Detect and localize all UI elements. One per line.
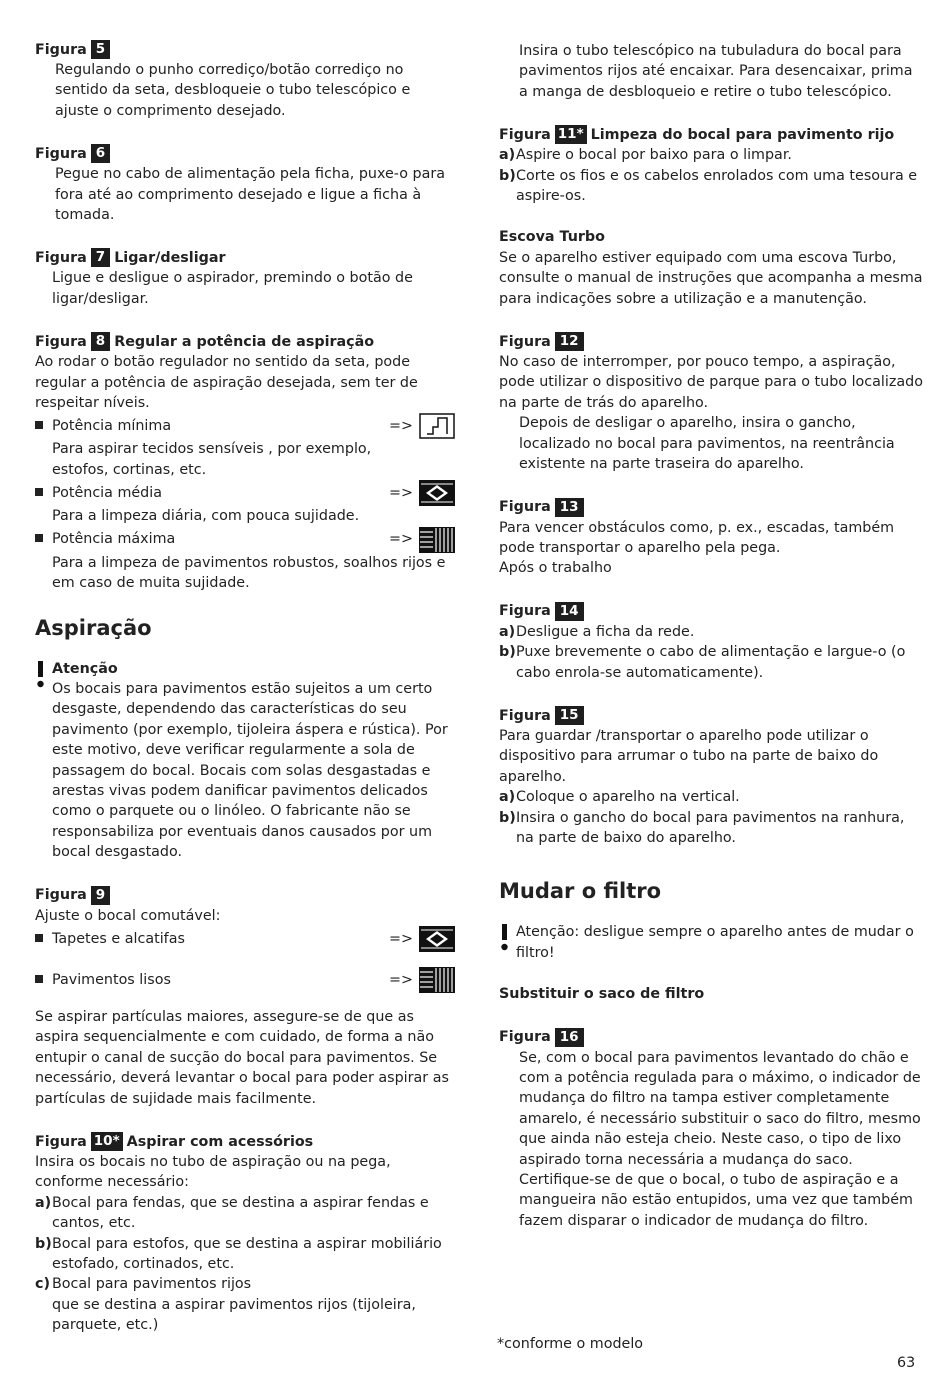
figure-13-section xyxy=(499,496,924,579)
figure-5-section xyxy=(35,38,455,121)
figure-heading xyxy=(499,600,924,622)
section-heading-aspiracao: Aspiração xyxy=(35,615,152,640)
figure-number-badge: 11* xyxy=(555,125,587,144)
list-item xyxy=(499,642,924,683)
arrow-text: => xyxy=(389,531,413,548)
figure-heading xyxy=(35,330,455,352)
list-text: Insira o gancho do bocal para pavimentos na ranhura, na parte de baixo do aparelho. xyxy=(516,809,905,846)
bullet-square xyxy=(35,529,52,549)
section-heading-mudar-filtro: Mudar o filtro xyxy=(499,879,662,904)
figure-text: Se aspirar partículas maiores, assegure-se de que as aspira sequencialmente e com cuidado, de forma a não entupir o canal de sucção do bocal para pavimentos. Se necessário, deverá levantar o bocal para poder aspirar as partículas de sujidade mais facilmente. xyxy=(35,1008,449,1107)
list-marker: b) xyxy=(499,809,516,826)
nozzle-setting-name: Tapetes e alcatifas xyxy=(52,930,185,947)
nozzle-setting-item xyxy=(35,967,455,993)
figure-number-badge: 6 xyxy=(91,144,110,163)
figure-label: Figura xyxy=(499,1029,551,1046)
carpet-icon xyxy=(419,480,455,506)
carpet-icon xyxy=(419,926,455,952)
power-level-description: Para a limpeza diária, com pouca sujidade. xyxy=(52,508,360,525)
figure-number-badge: 7 xyxy=(91,248,110,267)
warning-exclamation-icon xyxy=(35,659,52,863)
figure-number-badge: 12 xyxy=(555,332,584,351)
intro-text: Insira o tubo telescópico na tubuladura do bocal para pavimentos rijos até encaixar. Para desencaixar, prima a manga de desbloqueio e retire o tubo telescópico. xyxy=(519,43,913,100)
figure-label: Figura xyxy=(35,887,87,904)
bullet-square xyxy=(35,416,52,436)
list-item xyxy=(499,622,924,642)
min-power-icon xyxy=(419,413,455,439)
figure-number-badge: 14 xyxy=(555,602,584,621)
list-marker: a) xyxy=(499,789,516,806)
power-level-name: Potência média xyxy=(52,485,162,502)
page-number: 63 xyxy=(897,1355,916,1371)
figure-7-section xyxy=(35,246,455,309)
figure-heading xyxy=(35,884,455,906)
list-item xyxy=(35,1234,455,1275)
figure-title: Ligar/desligar xyxy=(114,250,226,267)
figure-text: No caso de interromper, por pouco tempo, a aspiração, pode utilizar o dispositivo de parque para o tubo localizado na parte de trás do aparelho. xyxy=(499,354,923,411)
list-text: Aspire o bocal por baixo para o limpar. xyxy=(516,147,792,164)
figure-heading xyxy=(35,1130,455,1152)
figure-text: Regulando o punho corrediço/botão corrediço no sentido da seta, desbloqueie o tubo telescópico e ajuste o comprimento desejado. xyxy=(55,62,411,119)
list-marker: a) xyxy=(499,623,516,640)
figure-label: Figura xyxy=(499,333,551,350)
figure-12-section xyxy=(499,330,924,474)
figure-label: Figura xyxy=(499,603,551,620)
arrow-text: => xyxy=(389,930,413,947)
figure-text: Para vencer obstáculos como, p. ex., escadas, também pode transportar o aparelho pela pega. xyxy=(499,519,895,556)
figure-number-badge: 10* xyxy=(91,1132,123,1151)
figure-8-section xyxy=(35,330,455,593)
list-marker: c) xyxy=(35,1276,51,1293)
left-column xyxy=(35,38,455,1357)
section-text: Se o aparelho estiver equipado com uma escova Turbo, consulte o manual de instruções que acompanha a mesma para indicações sobre a utilização e a manutenção. xyxy=(499,249,923,307)
right-column xyxy=(499,41,924,1252)
list-text: Bocal para fendas, que se destina a aspirar fendas e cantos, etc. xyxy=(52,1194,429,1232)
list-item xyxy=(35,1274,455,1294)
figure-heading xyxy=(35,142,455,164)
figure-label: Figura xyxy=(35,250,87,267)
figure-title: Limpeza do bocal para pavimento rijo xyxy=(590,126,895,143)
figure-label: Figura xyxy=(499,499,551,516)
section-subtitle: Substituir o saco de filtro xyxy=(499,986,705,1003)
nozzle-setting-name: Pavimentos lisos xyxy=(52,971,171,988)
figure-10-section xyxy=(35,1130,455,1336)
figure-heading xyxy=(35,38,455,60)
figure-number-badge: 15 xyxy=(555,706,584,725)
list-item xyxy=(499,145,924,165)
power-level-name: Potência máxima xyxy=(52,531,176,548)
figure-heading xyxy=(499,704,924,726)
power-level-item xyxy=(35,413,455,480)
list-text: Coloque o aparelho na vertical. xyxy=(516,789,740,806)
list-item xyxy=(35,1193,455,1234)
figure-9-section xyxy=(35,884,455,1109)
figure-14-section xyxy=(499,600,924,683)
figure-text: Certifique-se de que o bocal, o tubo de aspiração e a mangueira não estão entupidos, uma vez que também fazem disparar o indicador de mudança do filtro. xyxy=(519,1172,913,1229)
list-marker: a) xyxy=(35,1194,52,1211)
figure-number-badge: 8 xyxy=(91,332,110,351)
power-level-name: Potência mínima xyxy=(52,418,172,435)
figure-number-badge: 16 xyxy=(555,1028,584,1047)
figure-text: Pegue no cabo de alimentação pela ficha, puxe-o para fora até ao comprimento desejado e ligue a ficha à tomada. xyxy=(55,166,445,224)
figure-text: Se, com o bocal para pavimentos levantado do chão e com a potência regulada para o máximo, o indicador de mudança do filtro na tampa estiver completamente amarelo, é necessário substituir o saco do filtro, mesmo que ainda não esteja cheio. Neste caso, o tipo de lixo aspirado torna necessária a mudança do saco. xyxy=(519,1049,921,1168)
figure-title: Regular a potência de aspiração xyxy=(114,333,375,350)
power-level-item xyxy=(35,480,455,526)
power-level-description: Para aspirar tecidos sensíveis , por exemplo, estofos, cortinas, etc. xyxy=(52,441,372,478)
list-text: Bocal para pavimentos rijos xyxy=(52,1276,252,1293)
filter-bag-subsection xyxy=(499,984,924,1004)
list-item xyxy=(499,808,924,849)
list-text: Bocal para estofos, que se destina a aspirar mobiliário estofado, cortinados, etc. xyxy=(52,1235,442,1273)
list-text: Puxe brevemente o cabo de alimentação e largue-o (o cabo enrola-se automaticamente). xyxy=(516,644,906,681)
footnote: *conforme o modelo xyxy=(497,1336,644,1352)
figure-number-badge: 13 xyxy=(555,498,584,517)
list-item xyxy=(499,166,924,207)
figure-label: Figura xyxy=(35,333,87,350)
warning-block xyxy=(499,922,924,963)
figure-text: Ligue e desligue o aspirador, premindo o botão de ligar/desligar. xyxy=(52,270,413,307)
list-marker: b) xyxy=(35,1235,52,1252)
figure-heading xyxy=(499,1026,924,1048)
figure-heading xyxy=(499,496,924,518)
figure-heading xyxy=(499,330,924,352)
figure-text: Ao rodar o botão regulador no sentido da seta, pode regular a potência de aspiração desejada, sem ter de respeitar níveis. xyxy=(35,354,418,412)
list-marker: b) xyxy=(499,644,516,661)
bullet-square xyxy=(35,929,52,949)
warning-exclamation-icon xyxy=(499,922,516,963)
warning-text: Atenção: desligue sempre o aparelho antes de mudar o filtro! xyxy=(516,924,914,961)
power-level-description: Para a limpeza de pavimentos robustos, soalhos rijos e em caso de muita sujidade. xyxy=(52,554,446,592)
arrow-text: => xyxy=(389,418,413,435)
figure-label: Figura xyxy=(499,707,551,724)
figure-number-badge: 5 xyxy=(91,40,110,59)
figure-text: Depois de desligar o aparelho, insira o gancho, localizado no bocal para pavimentos, na reentrância existente na parte traseira do aparelho. xyxy=(519,415,895,473)
figure-label: Figura xyxy=(35,145,87,162)
bullet-square xyxy=(35,970,52,990)
figure-label: Figura xyxy=(35,41,87,58)
nozzle-setting-item xyxy=(35,926,455,952)
figure-heading xyxy=(499,123,924,145)
figure-6-section xyxy=(35,142,455,225)
figure-heading xyxy=(35,246,455,268)
figure-number-badge: 9 xyxy=(91,886,110,905)
figure-text: Para guardar /transportar o aparelho pode utilizar o dispositivo para arrumar o tubo na parte de baixo do aparelho. xyxy=(499,727,879,785)
warning-block xyxy=(35,659,455,863)
figure-15-section xyxy=(499,704,924,848)
list-text: Desligue a ficha da rede. xyxy=(516,623,695,640)
bullet-square xyxy=(35,483,52,503)
figure-text: Após o trabalho xyxy=(499,560,612,577)
figure-11-section xyxy=(499,123,924,206)
figure-text: Ajuste o bocal comutável: xyxy=(35,907,221,924)
figure-label: Figura xyxy=(499,126,551,143)
warning-title: Atenção xyxy=(52,660,118,677)
arrow-text: => xyxy=(389,971,413,988)
arrow-text: => xyxy=(389,485,413,502)
list-text: Corte os fios e os cabelos enrolados com uma tesoura e aspire-os. xyxy=(516,167,918,205)
list-marker: b) xyxy=(499,167,516,184)
figure-16-section xyxy=(499,1026,924,1232)
figure-label: Figura xyxy=(35,1133,87,1150)
turbo-brush-section xyxy=(499,227,924,309)
section-subtitle: Escova Turbo xyxy=(499,229,605,246)
warning-text: Os bocais para pavimentos estão sujeitos a um certo desgaste, dependendo das características do seu pavimento (por exemplo, tijoleira áspera e rústica). Por este motivo, deve verificar regularmente a sola de passagem do bocal. Bocais com solas desgastadas e arestas vivas podem danificar pavimentos delicados como o parquete ou o linóleo. O fabricante não se responsabiliza por eventuais danos causados por um bocal desgastado. xyxy=(52,680,448,861)
hard-floor-icon xyxy=(419,527,455,553)
hard-floor-icon xyxy=(419,967,455,993)
list-item xyxy=(499,787,924,807)
figure-title: Aspirar com acessórios xyxy=(126,1133,314,1150)
telescopic-tube-intro xyxy=(499,41,924,102)
list-text-continuation: que se destina a aspirar pavimentos rijos (tijoleira, parquete, etc.) xyxy=(52,1296,416,1334)
power-level-item xyxy=(35,527,455,594)
figure-text: Insira os bocais no tubo de aspiração ou na pega, conforme necessário: xyxy=(35,1154,391,1191)
list-marker: a) xyxy=(499,147,516,164)
